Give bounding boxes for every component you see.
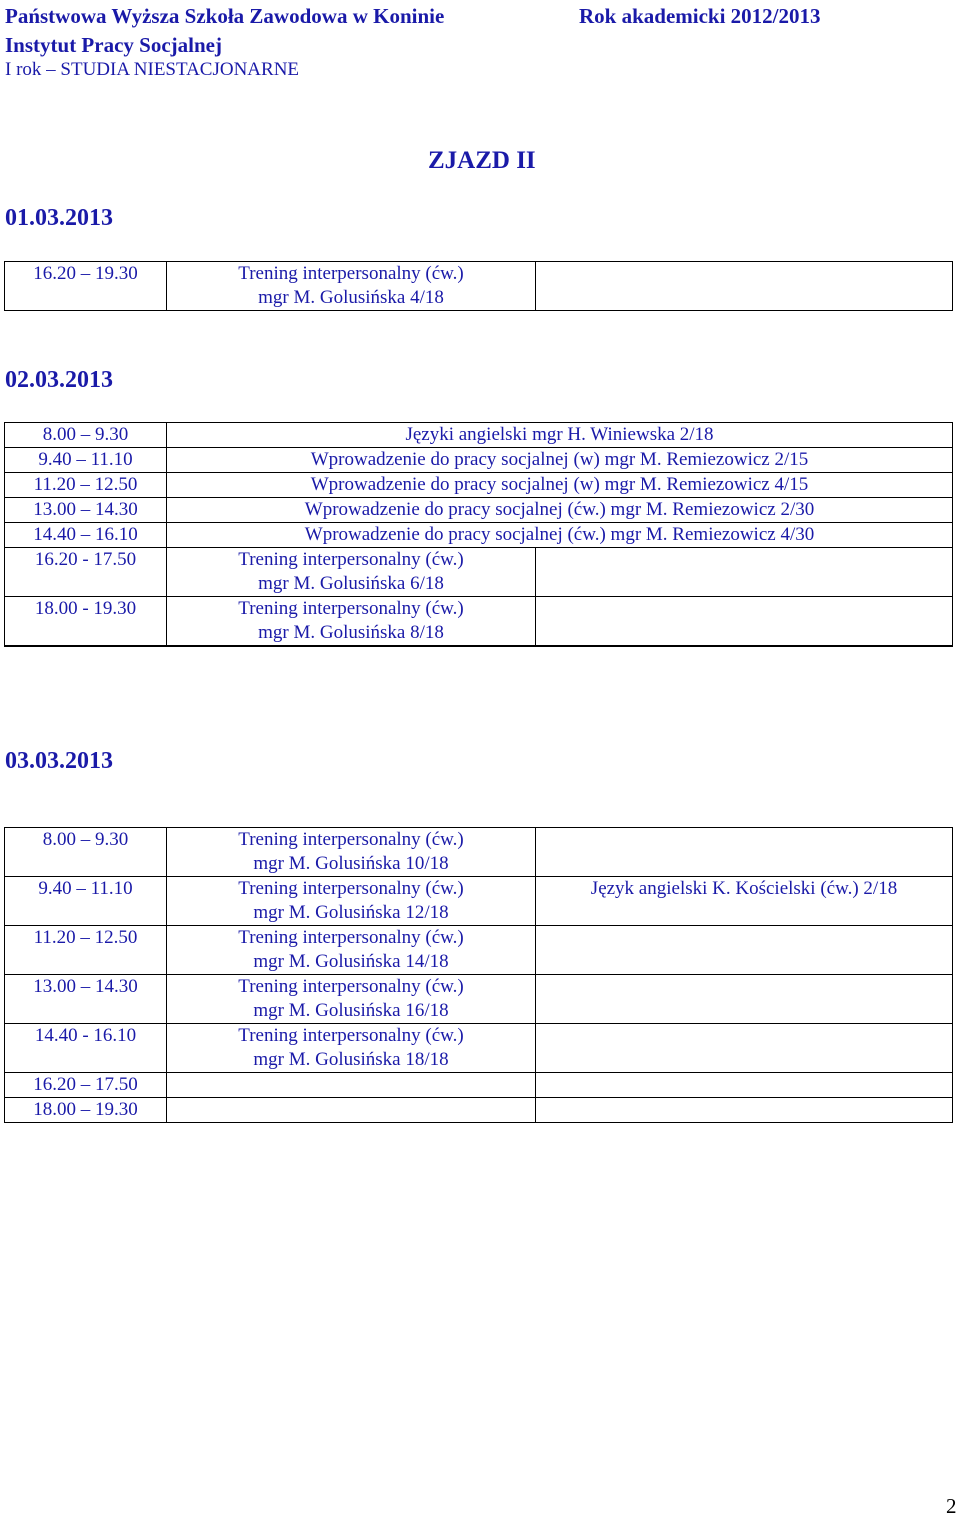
class-name: Trening interpersonalny (ćw.)	[238, 598, 464, 619]
time-cell: 16.20 – 19.30	[5, 262, 167, 311]
table-row	[5, 926, 953, 975]
table-row	[5, 828, 953, 877]
table-row	[5, 646, 953, 647]
time-cell: 9.40 – 11.10	[5, 448, 167, 473]
time-cell: 11.20 – 12.50	[5, 926, 167, 975]
extra-class-cell	[536, 828, 953, 877]
class-name: Trening interpersonalny (ćw.)	[238, 829, 464, 850]
date-heading-day2: 02.03.2013	[5, 367, 113, 393]
table-row	[5, 1024, 953, 1073]
class-teacher: mgr M. Golusińska 12/18	[253, 902, 449, 923]
class-cell	[167, 548, 536, 597]
class-cell: Wprowadzenie do pracy socjalnej (w) mgr M. Remiezowicz 4/15	[167, 473, 953, 498]
extra-class-cell: Język angielski K. Kościelski (ćw.) 2/18	[536, 877, 953, 926]
extra-class-cell	[536, 975, 953, 1024]
class-cell	[167, 1073, 536, 1098]
class-teacher: mgr M. Golusińska 6/18	[258, 573, 444, 594]
empty-cell	[536, 548, 953, 597]
page-title: ZJAZD II	[428, 147, 536, 174]
date-heading-day1: 01.03.2013	[5, 205, 113, 231]
class-name: Trening interpersonalny (ćw.)	[238, 927, 464, 948]
table-row	[5, 597, 953, 646]
table-row	[5, 423, 953, 448]
time-cell: 13.00 – 14.30	[5, 498, 167, 523]
time-cell: 14.40 – 16.10	[5, 523, 167, 548]
empty-cell	[167, 646, 536, 647]
table-row	[5, 523, 953, 548]
table-row	[5, 975, 953, 1024]
school-name: Państwowa Wyższa Szkoła Zawodowa w Koninie	[5, 4, 445, 28]
time-cell: 16.20 - 17.50	[5, 548, 167, 597]
empty-cell	[536, 262, 953, 311]
empty-cell	[536, 597, 953, 646]
extra-class-cell	[536, 1073, 953, 1098]
time-cell: 13.00 – 14.30	[5, 975, 167, 1024]
table-row	[5, 262, 953, 311]
extra-class-cell	[536, 926, 953, 975]
class-cell: Wprowadzenie do pracy socjalnej (ćw.) mgr M. Remiezowicz 4/30	[167, 523, 953, 548]
time-cell: 14.40 - 16.10	[5, 1024, 167, 1073]
extra-class-cell	[536, 1024, 953, 1073]
time-cell: 8.00 – 9.30	[5, 423, 167, 448]
time-cell: 11.20 – 12.50	[5, 473, 167, 498]
study-mode: I rok – STUDIA NIESTACJONARNE	[5, 59, 300, 80]
class-teacher: mgr M. Golusińska 10/18	[253, 853, 449, 874]
class-name: Trening interpersonalny (ćw.)	[238, 549, 464, 570]
class-teacher: mgr M. Golusińska 14/18	[253, 951, 449, 972]
time-cell: 18.00 - 19.30	[5, 597, 167, 646]
class-name: Trening interpersonalny (ćw.)	[238, 976, 464, 997]
institute-name: Instytut Pracy Socjalnej	[5, 33, 222, 57]
class-cell	[167, 975, 536, 1024]
class-teacher: mgr M. Golusińska 16/18	[253, 1000, 449, 1021]
class-teacher: mgr M. Golusińska 4/18	[258, 287, 444, 308]
class-teacher: mgr M. Golusińska 18/18	[253, 1049, 449, 1070]
class-name: Trening interpersonalny (ćw.)	[238, 1025, 464, 1046]
page-number: 2	[946, 1494, 957, 1518]
class-cell	[167, 926, 536, 975]
time-cell: 18.00 – 19.30	[5, 1098, 167, 1123]
table-row	[5, 877, 953, 926]
time-cell: 16.20 – 17.50	[5, 1073, 167, 1098]
class-name: Trening interpersonalny (ćw.)	[238, 878, 464, 899]
class-cell	[167, 877, 536, 926]
class-cell: Języki angielski mgr H. Winiewska 2/18	[167, 423, 953, 448]
time-cell: 8.00 – 9.30	[5, 828, 167, 877]
schedule-table-day1	[4, 261, 953, 311]
schedule-table-day3	[4, 827, 953, 1123]
table-row	[5, 548, 953, 597]
class-name: Trening interpersonalny (ćw.)	[238, 263, 464, 284]
table-row	[5, 498, 953, 523]
class-cell	[167, 1098, 536, 1123]
table-row	[5, 448, 953, 473]
academic-year: Rok akademicki 2012/2013	[579, 4, 821, 28]
class-cell	[167, 1024, 536, 1073]
empty-cell	[5, 646, 167, 647]
class-teacher: mgr M. Golusińska 8/18	[258, 622, 444, 643]
schedule-table-day2	[4, 422, 953, 647]
time-cell: 9.40 – 11.10	[5, 877, 167, 926]
class-cell	[167, 597, 536, 646]
class-cell	[167, 262, 536, 311]
class-cell	[167, 828, 536, 877]
empty-cell	[536, 646, 953, 647]
class-cell: Wprowadzenie do pracy socjalnej (w) mgr M. Remiezowicz 2/15	[167, 448, 953, 473]
date-heading-day3: 03.03.2013	[5, 748, 113, 774]
extra-class-cell	[536, 1098, 953, 1123]
table-row	[5, 1098, 953, 1123]
table-row	[5, 1073, 953, 1098]
class-cell: Wprowadzenie do pracy socjalnej (ćw.) mgr M. Remiezowicz 2/30	[167, 498, 953, 523]
table-row	[5, 473, 953, 498]
